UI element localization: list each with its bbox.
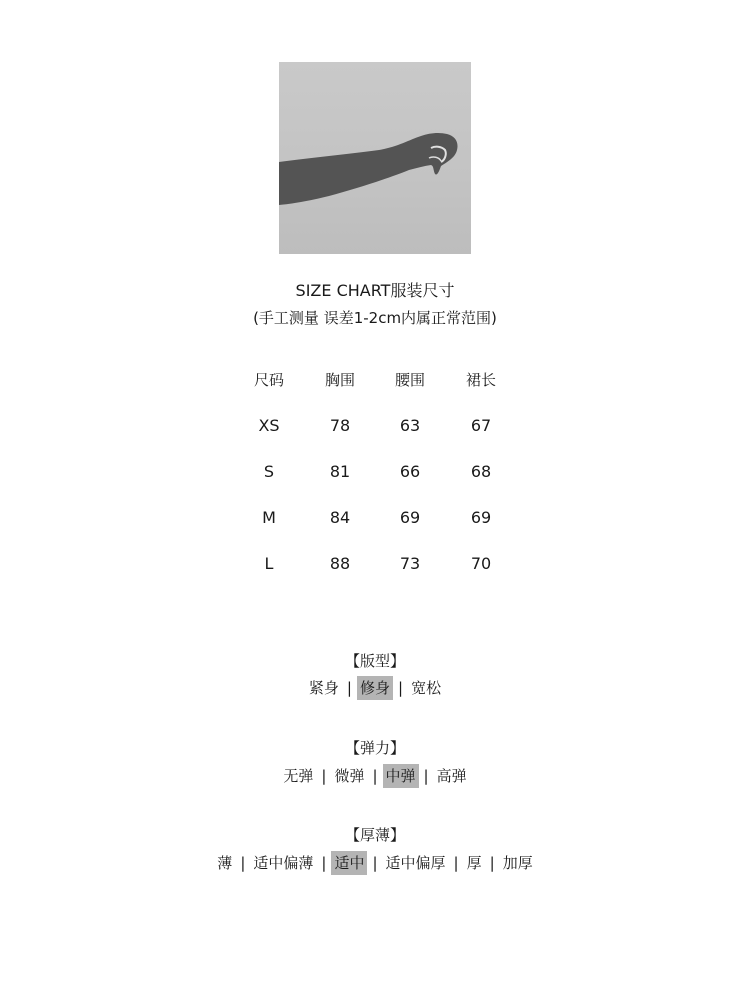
table-cell: 84 <box>329 508 351 527</box>
elasticity-option: 高弹 <box>436 767 467 785</box>
option-separator: | <box>423 767 429 785</box>
table-cell: 68 <box>470 462 492 481</box>
table-cell: 73 <box>399 554 421 573</box>
fit-option: 宽松 <box>411 679 442 697</box>
table-cell: M <box>262 508 276 527</box>
thickness-option: 加厚 <box>502 854 533 872</box>
size-chart-title: SIZE CHART服装尺寸 <box>295 281 455 300</box>
option-separator: | <box>321 854 327 872</box>
fit-options <box>0 676 750 700</box>
table-cell: 81 <box>329 462 351 481</box>
option-separator: | <box>321 767 327 785</box>
header-chest: 胸围 <box>324 371 355 389</box>
option-separator: | <box>489 854 495 872</box>
elasticity-option-selected: 中弹 <box>383 764 419 788</box>
thickness-section-title: 【厚薄】 <box>344 826 405 844</box>
header-skirt-length: 裙长 <box>465 371 496 389</box>
table-cell: S <box>263 462 275 481</box>
elasticity-option: 无弹 <box>283 767 314 785</box>
thickness-option: 薄 <box>217 854 233 872</box>
table-cell: 88 <box>329 554 351 573</box>
table-cell: 70 <box>470 554 492 573</box>
table-cell: 69 <box>470 508 492 527</box>
thickness-option: 适中偏厚 <box>385 854 446 872</box>
elasticity-option: 微弹 <box>334 767 365 785</box>
header-size: 尺码 <box>253 371 284 389</box>
fit-option: 紧身 <box>308 679 339 697</box>
fit-option-selected: 修身 <box>357 676 393 700</box>
measurement-note: (手工测量 误差1-2cm内属正常范围) <box>253 309 497 327</box>
table-cell: 78 <box>329 416 351 435</box>
option-separator: | <box>346 679 352 697</box>
thickness-options <box>0 851 750 875</box>
thickness-option: 适中偏薄 <box>253 854 314 872</box>
option-separator: | <box>372 767 378 785</box>
fit-section-title: 【版型】 <box>344 652 405 670</box>
option-separator: | <box>453 854 459 872</box>
table-cell: XS <box>258 416 280 435</box>
option-separator: | <box>372 854 378 872</box>
table-cell: 67 <box>470 416 492 435</box>
table-cell: 66 <box>399 462 421 481</box>
option-separator: | <box>240 854 246 872</box>
table-cell: L <box>264 554 274 573</box>
table-cell: 63 <box>399 416 421 435</box>
option-separator: | <box>398 679 404 697</box>
product-photo-arm <box>279 62 471 254</box>
header-waist: 腰围 <box>394 371 425 389</box>
elasticity-section-title: 【弹力】 <box>344 739 405 757</box>
table-cell: 69 <box>399 508 421 527</box>
thickness-option-selected: 适中 <box>331 851 367 875</box>
thickness-option: 厚 <box>466 854 482 872</box>
elasticity-options <box>0 764 750 788</box>
arm-illustration <box>279 62 471 254</box>
